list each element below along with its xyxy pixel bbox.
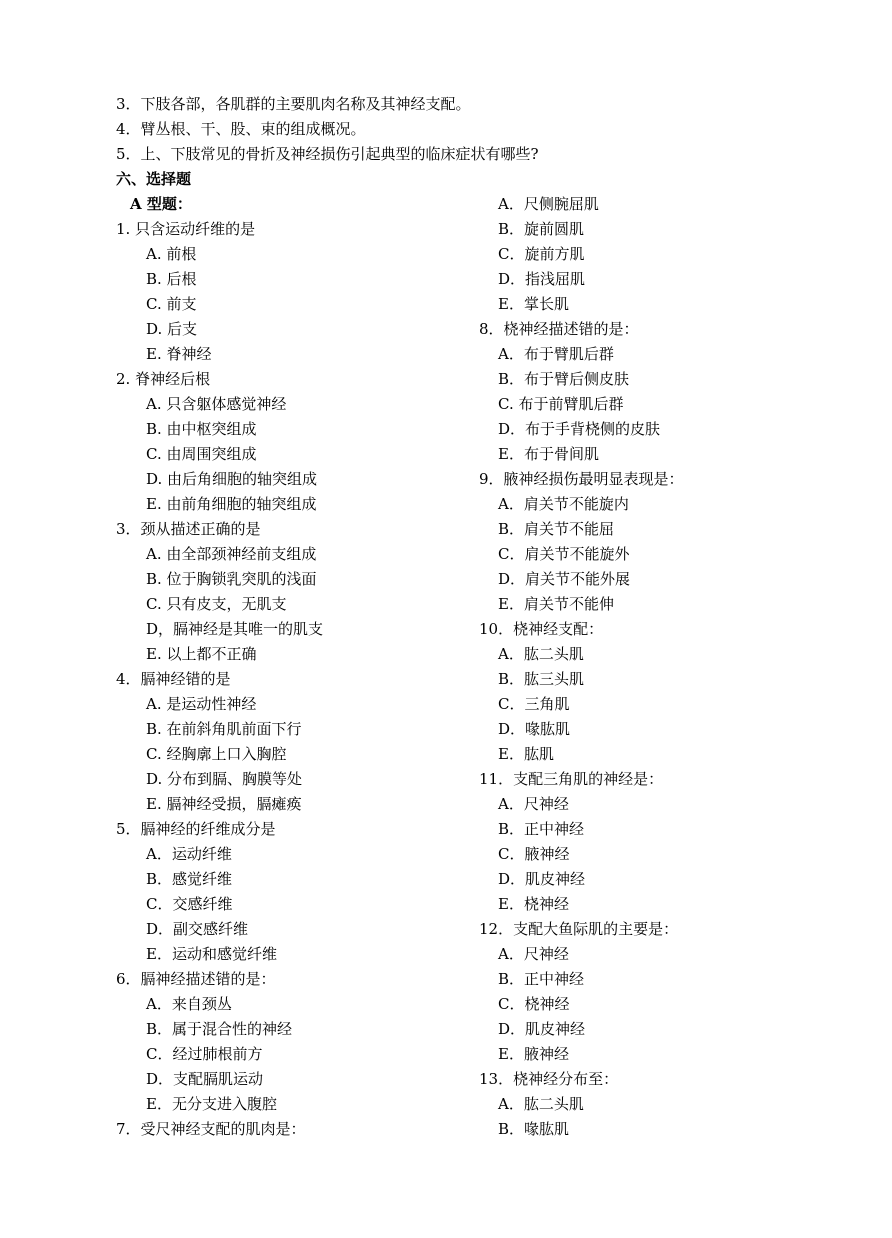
- question-option: B．旋前圆肌: [498, 220, 585, 238]
- question-stem: 10．桡神经支配：: [479, 620, 604, 638]
- question-option: D. 后支: [146, 320, 198, 338]
- question-stem: 11．支配三角肌的神经是：: [479, 770, 664, 788]
- question-option: A. 是运动性神经: [146, 695, 257, 713]
- left-column: [116, 192, 456, 1142]
- question-stem: 2. 脊神经后根: [116, 370, 211, 388]
- question-stem: 9．腋神经损伤最明显表现是：: [479, 470, 684, 488]
- question-option: C. 前支: [146, 295, 197, 313]
- question-option: C．交感纤维: [146, 895, 233, 913]
- question-option: B. 由中枢突组成: [146, 420, 257, 438]
- question-option: C. 布于前臂肌后群: [498, 395, 624, 413]
- question-stem: 4．膈神经错的是: [116, 670, 231, 688]
- question-option: D．布于手背桡侧的皮肤: [498, 420, 661, 438]
- question-option: E. 由前角细胞的轴突组成: [146, 495, 317, 513]
- question-option: D．肌皮神经: [498, 1020, 586, 1038]
- question-option: E. 以上都不正确: [146, 645, 257, 663]
- question-option: B. 后根: [146, 270, 197, 288]
- question-option: D．喙肱肌: [498, 720, 571, 738]
- question-stem: 7．受尺神经支配的肌肉是：: [116, 1120, 306, 1138]
- question-option: C. 只有皮支，无肌支: [146, 595, 287, 613]
- question-option: B．喙肱肌: [498, 1120, 570, 1138]
- question-option: D．支配膈肌运动: [146, 1070, 264, 1088]
- question-stem: 12．支配大鱼际肌的主要是：: [479, 920, 679, 938]
- question-option: C．经过肺根前方: [146, 1045, 263, 1063]
- question-option: D．肩关节不能外展: [498, 570, 631, 588]
- question-option: B．正中神经: [498, 820, 585, 838]
- intro-line: 4．臂丛根、干、股、束的组成概况。: [116, 120, 366, 138]
- question-option: E．桡神经: [498, 895, 569, 913]
- question-option: E．运动和感觉纤维: [146, 945, 277, 963]
- question-option: C．桡神经: [498, 995, 570, 1013]
- intro-line: 3．下肢各部，各肌群的主要肌肉名称及其神经支配。: [116, 95, 471, 113]
- question-stem: 6．膈神经描述错的是：: [116, 970, 276, 988]
- question-option: A. 前根: [146, 245, 197, 263]
- question-option: A．肱二头肌: [498, 645, 584, 663]
- question-option: E．肱肌: [498, 745, 554, 763]
- question-option: E．布于骨间肌: [498, 445, 599, 463]
- question-stem: 1. 只含运动纤维的是: [116, 220, 256, 238]
- question-option: A．布于臂肌后群: [498, 345, 614, 363]
- intro-section: [116, 92, 816, 192]
- question-stem: 13．桡神经分布至：: [479, 1070, 619, 1088]
- question-option: C. 由周围突组成: [146, 445, 257, 463]
- question-option: A．来自颈丛: [146, 995, 232, 1013]
- question-stem: 3．颈从描述正确的是: [116, 520, 261, 538]
- question-stem: 5．膈神经的纤维成分是: [116, 820, 276, 838]
- question-option: E．无分支进入腹腔: [146, 1095, 277, 1113]
- question-option: C．三角肌: [498, 695, 570, 713]
- question-option: D．指浅屈肌: [498, 270, 586, 288]
- question-option: B．属于混合性的神经: [146, 1020, 293, 1038]
- question-option: E. 脊神经: [146, 345, 212, 363]
- question-option: E．掌长肌: [498, 295, 569, 313]
- section-heading: 六、选择题: [116, 170, 192, 188]
- question-option: A．肩关节不能旋内: [498, 495, 629, 513]
- question-option: D. 由后角细胞的轴突组成: [146, 470, 318, 488]
- question-option: A．运动纤维: [146, 845, 232, 863]
- question-option: B. 位于胸锁乳突肌的浅面: [146, 570, 317, 588]
- question-option: D．副交感纤维: [146, 920, 249, 938]
- subheading-a-type: A 型题：: [130, 195, 192, 213]
- question-option: E. 膈神经受损，膈瘫痪: [146, 795, 302, 813]
- question-option: B．布于臂后侧皮肤: [498, 370, 630, 388]
- question-option: A. 只含躯体感觉神经: [146, 395, 287, 413]
- question-stem: 8．桡神经描述错的是：: [479, 320, 639, 338]
- question-option: C．旋前方肌: [498, 245, 585, 263]
- question-option: B．感觉纤维: [146, 870, 233, 888]
- right-column: [479, 192, 819, 1142]
- question-option: A．肱二头肌: [498, 1095, 584, 1113]
- question-option: E．肩关节不能伸: [498, 595, 614, 613]
- question-option: C．肩关节不能旋外: [498, 545, 630, 563]
- question-option: C. 经胸廓上口入胸腔: [146, 745, 287, 763]
- question-option: B．正中神经: [498, 970, 585, 988]
- question-option: D．肌皮神经: [498, 870, 586, 888]
- question-option: C．腋神经: [498, 845, 570, 863]
- question-option: A．尺神经: [498, 945, 569, 963]
- question-option: A．尺侧腕屈肌: [498, 195, 599, 213]
- question-option: B. 在前斜角肌前面下行: [146, 720, 302, 738]
- question-option: D. 分布到膈、胸膜等处: [146, 770, 303, 788]
- question-option: E．腋神经: [498, 1045, 569, 1063]
- question-option: B．肱三头肌: [498, 670, 585, 688]
- question-option: A. 由全部颈神经前支组成: [146, 545, 317, 563]
- question-option: D，膈神经是其唯一的肌支: [146, 620, 324, 638]
- intro-line: 5．上、下肢常见的骨折及神经损伤引起典型的临床症状有哪些?: [116, 145, 539, 163]
- question-option: A．尺神经: [498, 795, 569, 813]
- question-option: B．肩关节不能屈: [498, 520, 615, 538]
